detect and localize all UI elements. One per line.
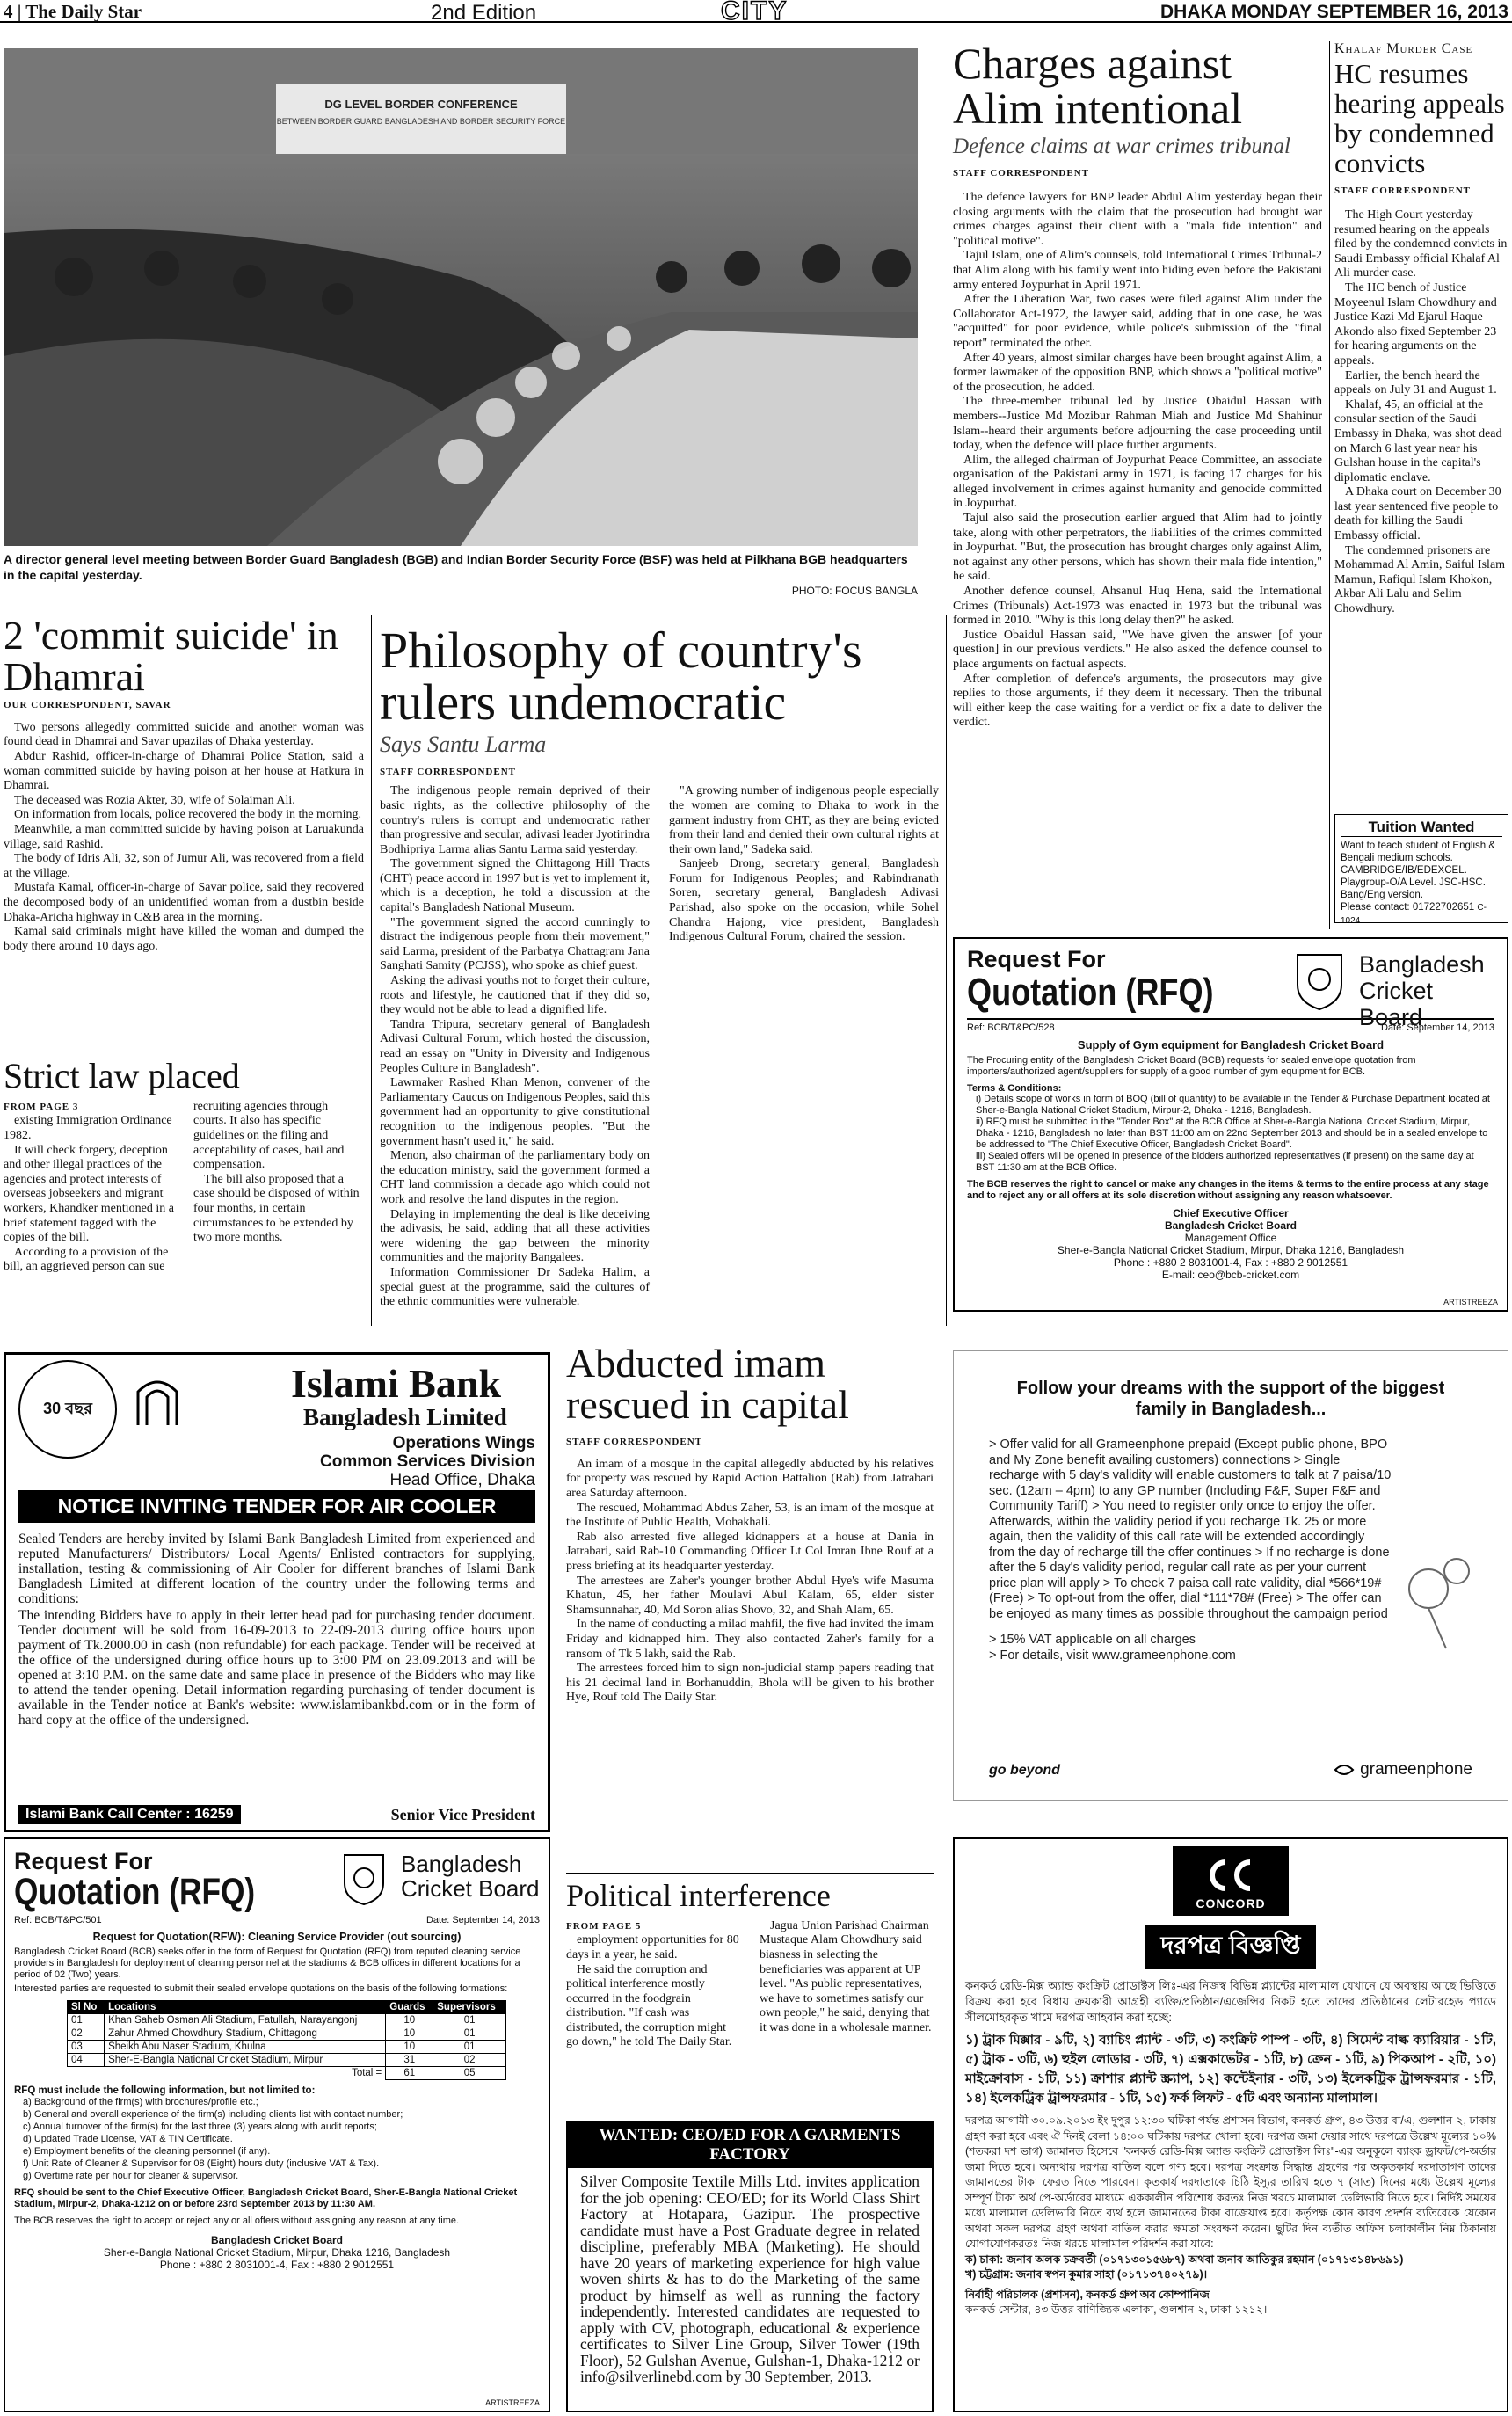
- rfq1-quotation: Quotation (RFQ): [967, 971, 1214, 1014]
- anniversary-seal-icon: 30 বছর: [18, 1360, 117, 1459]
- concord-logo-icon: [1204, 1859, 1257, 1892]
- garments-title: WANTED: CEO/ED FOR A GARMENTS FACTORY: [568, 2122, 932, 2168]
- rfq2-org: Bangladesh Cricket Board: [401, 1851, 540, 1902]
- rfq1-date: Date: September 14, 2013: [1380, 1022, 1494, 1033]
- islami-division: Operations Wings Common Services Division Head Office, Dhaka: [320, 1434, 535, 1489]
- rfq2-quotation: Quotation (RFQ): [14, 1871, 256, 1913]
- islami-name: Islami Bank: [291, 1361, 502, 1406]
- islami-body2: The intending Bidders have to apply in their letter head pad for purchasing tender document. Tender document will be sold from 16-09-2013 to 22-09-2013 during office hours upon payment of Tk.2000.00 in cash (non refundable) for each package. Tender will be received at the office of the undersigned during office hours up to 3:00 PM on 23.09.2013 and will be opened at 3:10 P.M. on the same date and same place in presence of the Bidders who may like to attend the tender opening. Detail information regarding purchasing of tender document is available in the Tender notice at Bank's website: www.islamibankbd.com or in the form of hard copy at the office of the undersigned.: [18, 1608, 535, 1728]
- concord-logo: CONCORD: [1173, 1846, 1288, 1916]
- rfq1-request: Request For: [967, 946, 1106, 972]
- tuition-contact: Please contact: 01722702651 C-1024: [1341, 902, 1487, 923]
- alim-story: [953, 41, 1322, 731]
- concord-contact2: খ) চট্টগ্রাম: জনাব স্বপন কুমার সাহা (০১৭১৩৭৪০২৭৯)।: [965, 2267, 1208, 2281]
- rfq2-table: [67, 2000, 506, 2080]
- section-label: CITY: [721, 0, 789, 25]
- rfq1-agency: ARTISTREEZA: [1443, 1298, 1498, 1306]
- concord-contact1: ক) চাকা: জনাব অলক চক্রবর্তী (০১৭১৩০১৫৬৮৭) অথবা জনাব আতিকুর রহমান (০১৭১৩১৪৮৬৯১): [965, 2252, 1404, 2266]
- grameenphone-ad: [953, 1350, 1508, 1801]
- rfq1-signature: Chief Executive Officer Bangladesh Cricket Board Management Office Sher-e-Bangla National Cricket Stadium, Mirpur, Dhaka 1216, Bangladesh Phone : +880 2 8031001-4, Fax : +880 2 9012551 E-mail: ceo@bcb-cricket.com: [1057, 1207, 1405, 1281]
- rfq2-items: a) Background of the firm(s) with brochures/profile etc.; b) General and overall experience of the firm(s) including clients list with contact number; c) Annual turnover of the firm(s) for the last three (3) years along with audit reports; d) Updated Trade License, VAT & TIN Certificate. e) Employment benefits of the cleaning personnel (if any). f) Unit Rate of Cleaner & Supervisor for 08 (Eight) hours duty (inclusive VAT & Tax). g) Overtime rate per hour for cleaner & supervisor.: [23, 2097, 403, 2181]
- gp-body: > Offer valid for all Grameenphone prepaid (Except public phone, BPO and My Zone benefit availing customers) connections > Single recharge with 5 day's validity will enable customers to talk at 7 paisa/10 sec. (12am – 4pm) to any GP number (Including F&F, Super F&F and Community Tariff) > You need to register only once to enjoy the offer. Afterwards, within the validity period if you recharge Tk. 25 or more again, then the validity of this call rate will be extended accordingly from the day of recharge till the offer continues > If no recharge is done after the 5 day's validity period, regular call rate as per your current price plan will apply > To check 7 paisa call rate validity, dial *566*19# (Free) > To opt-out from the offer, dial *111*78# (Free) > The offer can be enjoyed as many times as possible throughout the campaign period > 15% VAT applicable on all charges > For details, visit www.grameenphone.com: [989, 1437, 1392, 1663]
- imam-headline: Abducted imam rescued in capital: [566, 1341, 849, 1427]
- table-row: 01 Khan Saheb Osman Ali Stadium, Fatullah, Narayangonj 10 01: [68, 2014, 506, 2027]
- alim-headline: Charges against Alim intentional: [953, 39, 1243, 133]
- column-rule: [946, 615, 947, 1326]
- philosophy-deck: Says Santu Larma: [380, 731, 547, 758]
- islami-bank-ad: [4, 1352, 550, 1832]
- photo-credit: PHOTO: FOCUS BANGLA: [791, 585, 918, 597]
- page-number: 4 | The Daily Star: [4, 1, 142, 22]
- strict-headline: Strict law placed: [4, 1056, 240, 1095]
- rfq2-agency: ARTISTREEZA: [485, 2398, 540, 2407]
- rfq2-must: RFQ must include the following information, but not limited to:: [14, 2085, 316, 2096]
- rfq-gym-ad: [953, 937, 1508, 1312]
- alim-byline: STAFF CORRESPONDENT: [953, 168, 1089, 178]
- strict-body: FROM PAGE 3 existing Immigration Ordinance 1982. It will check forgery, deception and other illegal practices of the agencies and protect interests of overseas jobseekers and migrant workers, Khandker mentioned in a brief statement tagged with the copies of the bill. According to a provision of the bill, an aggrieved person can sue recruiting agencies through courts. It also has specific guidelines on the filing and acceptability of cases, bail and compensation. The bill also proposed that a case should be disposed of within four months, in certain circumstances to be extended by two more months.: [4, 1099, 360, 1274]
- column-rule: [371, 615, 372, 1326]
- gp-headline: Follow your dreams with the support of the biggest family in Bangladesh...: [1016, 1379, 1445, 1419]
- bcb-logo-icon: [341, 1850, 387, 1906]
- garments-job-ad: [566, 2121, 934, 2412]
- rfq2-signature: Bangladesh Cricket Board Sher-e-Bangla National Cricket Stadium, Mirpur, Dhaka 1216, Bangladesh Phone : +880 2 8031001-4, Fax : +880 2 9012551: [103, 2234, 451, 2271]
- gp-brand: grameenphone: [1334, 1759, 1472, 1780]
- alim-body: The defence lawyers for BNP leader Abdul Alim yesterday began their closing arguments with the claim that the prosecution had brought war crimes charges against their client with a "mala fide intention" and "political motive". Tajul Islam, one of Alim's counsels, told International Crimes Tribunal-2 that Alim along with his family went into hiding even before the Pakistani army entered Joypurhat in April 1971. After the Liberation War, two cases were filed against Alim under the Collaborator Act-1972, the lawyer said, adding that in one case, he was "acquitted" for poor evidence, while police's submission of the "final report" terminated the other. After 40 years, almost similar charges have been brought against Alim, a former lawmaker of the opposition BNP, which shows a "political motive" of the prosecution, he added. The three-member tribunal led by Justice Obaidul Hassan with members--Justice Md Mozibur Rahman Miah and Justice Md Shahinur Islam--heard their arguments before adjourning the case proceeding until today, when the defence will place further arguments. Alim, the alleged chairman of Joypurhat Peace Committee, an associate organisation of the Pakistani army in 1971, is facing 17 charges for his alleged involvement in crimes against humanity and genocide committed in Joypurhat. Tajul also said the prosecution earlier argued that Alim had to jointly take, along with other perpetrators, the liabilities of the crimes committed in Joypurhat. "But, the prosecution has brought charges only against Alim, not against any other persons, which has shown their mala fide intention," he said. Another defence counsel, Ahsanul Huq Hena, said the International Crimes (Tribunals) Act-1973 was enacted in 1973 but the tribunal was formed in 2010. "Why is this long delay then?" he asked. Justice Obaidul Hassan said, "We have given the answer [of your question] in our previous verdicts." He also asked the defence counsel to place arguments on factual aspects. After completion of defence's arguments, the prosecutors may give replies to those arguments, if they deem it necessary. Then the tribunal will either keep the case waiting for a verdict or fix a date to deliver the verdict.: [953, 191, 1322, 730]
- rfq2-intro2: Interested parties are requested to submit their sealed envelope quotations on the basis of the following formations:: [14, 1983, 508, 1994]
- imam-byline: STAFF CORRESPONDENT: [566, 1436, 702, 1447]
- rfq2-submit: RFQ should be sent to the Chief Executive Officer, Bangladesh Cricket Board, Sher-E-Bangla National Cricket Stadium, Mirpur-2, Dhaka-1212 on or before 23rd September 2013 by 11:30 AM.: [14, 2187, 518, 2209]
- political-headline: Political interference: [566, 1878, 831, 1913]
- rfq2-ref: Ref: BCB/T&PC/501: [14, 1915, 102, 1925]
- rfq-cleaning-ad: [4, 1837, 550, 2412]
- rfq1-terms-title: Terms & Conditions:: [967, 1083, 1062, 1094]
- hc-story: [1334, 41, 1508, 617]
- concord-footer2: কনকর্ড সেন্টার, ৪৩ উত্তর বাণিজ্যিক এলাকা, গুলশান-২, ঢাকা-১২১২।: [965, 2303, 1268, 2316]
- table-row: 04 Sher-E-Bangla National Cricket Stadium, Mirpur 31 02: [68, 2054, 506, 2067]
- rfq1-intro: The Procuring entity of the Bangladesh Cricket Board (BCB) requests for sealed envelope quotation from importers/authorized agent/suppliers for supply of a good number of gym equipment for BCB.: [967, 1055, 1416, 1077]
- concord-tender-ad: [953, 1837, 1508, 2412]
- philosophy-story: [380, 624, 939, 1310]
- tuition-title: Tuition Wanted: [1341, 819, 1502, 837]
- table-row: 02 Zahur Ahmed Chowdhury Stadium, Chittagong 10 01: [68, 2027, 506, 2041]
- news-photo: [4, 48, 918, 546]
- dhamrai-story: [4, 615, 364, 954]
- hc-headline: HC resumes hearing appeals by condemned convicts: [1334, 58, 1505, 178]
- rfq1-terms: i) Details scope of works in form of BOQ (bill of quantity) to be available in the Tender & Purchase Department located at Sher-e-Bangla National Cricket Stadium, Mirpur-2, Dhaka - 1216, Bangladesh. ii) RFQ must be submitted in the "Tender Box" at the BCB Office at Sher-e-Bangla National Cricket Stadium, Mirpur, Dhaka - 1216, Bangladesh no later than BST 11:00 am on 22nd September 2013 and should be in a sealed envelope to be addressed to "The Chief Executive Officer, Bangladesh Cricket Board". iii) Sealed offers will be opened in presence of the bidders authorized representatives (if present) on the same day at BST 11:30 am at the BCB Office.: [976, 1094, 1490, 1173]
- hc-body: The High Court yesterday resumed hearing on the appeals filed by the condemned convicts in Saudi Embassy official Khalaf Al Ali murder case. The HC bench of Justice Moyeenul Islam Chowdhury and Justice Kazi Md Ejarul Haque Akondo also fixed September 23 for hearing arguments on the appeals. Earlier, the bench heard the appeals on July 31 and August 1. Khalaf, 45, an official at the consular section of the Saudi Embassy in Dhaka, was shot dead on March 6 last year near his Gulshan house in the capital's diplomatic enclave. A Dhaka court on December 30 last year sentenced five people to death for killing the Saudi Embassy official. The condemned prisoners are Mohammad Al Amin, Saiful Islam Mamun, Rafiqul Islam Khokon, Akbar Ali Lalu and Selim Chowdhury.: [1334, 208, 1508, 616]
- concord-intro: কনকর্ড রেডি-মিক্স অ্যান্ড কংক্রিট প্রোডাক্টস লিঃ-এর নিজস্ব বিভিন্ন প্ল্যান্টের মালামাল যেখানে যে অবস্থায় আছে ভিত্তিতে বিক্রয় করা হবে বিধায় ক্রয়কারী আগ্রহী ব্যক্তি/প্রতিষ্ঠান/এজেন্সির নিকট হতে তাদের প্রতিষ্ঠানের লেটারহেড প্যাডে সীলমোহরকৃত খামে দরপত্র আহবান করা হচ্ছে:: [965, 1979, 1496, 2024]
- table-total-row: Total = 61 05: [68, 2067, 506, 2080]
- imam-body: An imam of a mosque in the capital allegedly abducted by his relatives for property was rescued by Rapid Action Battalion (Rab) from Jatrabari area Saturday afternoon. The rescued, Mohammad Abdus Zaher, 53, is an imam of the mosque at the Institute of Public Health, Mohakhali. Rab also arrested five alleged kidnappers at a house at Dania in Jatrabari, said Rab-10 Commanding Officer Lt Col Imran Ibne Rouf at a press briefing at its headquarter yesterday. The arrestees are Zaher's younger brother Abdul Hye's wife Masuma Khatun, 45, her father Moulavi Abul Kalam, 65, elder sister Shamsunnahar, 40, Md Soron alias Shovo, 32, and Shah Alam, 65. In the name of conducting a milad mahfil, the five had invited the imam Friday and kidnapped him. They also contacted Zaher's family for a ransom of Tk 5 lakh, said the Rab. The arrestees forced him to sign non-judicial stamp papers reading that his 21 decimal land in Borhanuddin, Bhola will be given to his brother Hye, Rouf told The Daily Star.: [566, 1457, 934, 1705]
- strict-story: [4, 1056, 364, 1275]
- garments-body: Silver Composite Textile Mills Ltd. invites application for the job opening: CEO/ED; for its World Class Shirt Factory at Hotapara, Gazipur. The prospective candidate must have a Post Graduate degree in related discipline, preferably MBA (Marketing). He should have 20 years of marketing experience for high value woven shirts & has to do the Marketing of the same product by himself as well as running the factory independently. Interested candidates are requested to apply with CV, photograph, educational & experience certificates to Silver Line Group, Silver Tower (19th Floor), 52 Gulshan Avenue, Gulshan-1, Dhaka-1212 or info@silverlinebd.com by 30 September, 2013.: [580, 2172, 920, 2385]
- balloon-illustration-icon: [1393, 1554, 1481, 1650]
- tuition-body: Want to teach student of English & Bengali medium schools. CAMBRIDGE/IB/EDEXCEL. Playgroup-O/A Level. JSC-HSC. Bang/Eng version.: [1341, 841, 1496, 900]
- islami-signature: Senior Vice President: [390, 1805, 535, 1823]
- grameenphone-logo-icon: [1334, 1759, 1355, 1780]
- conference-photo: [4, 48, 918, 546]
- political-story: [566, 1880, 934, 2050]
- photo-caption: [4, 551, 918, 599]
- alim-deck: Defence claims at war crimes tribunal: [953, 135, 1290, 158]
- column-rule: [1329, 41, 1330, 929]
- concord-footer: নির্বাহী পরিচালক (প্রশাসন), কনকর্ড গ্রুপ অব কোম্পানিজ: [965, 2288, 1210, 2301]
- imam-story: [566, 1343, 934, 1706]
- islami-body: Sealed Tenders are hereby invited by Islami Bank Bangladesh Limited from experienced and reputed Manufacturers/ Distributors/ Local Agents/ Enlisted contractors for supplying, installation, testing & commissioning of Air Cooler for different branches of Islami Bank Bangladesh Limited at different location of the country under the following terms and conditions:: [18, 1532, 535, 1606]
- rfq2-request: Request For: [14, 1848, 153, 1874]
- islami-call-center: Islami Bank Call Center : 16259: [18, 1805, 241, 1824]
- islami-sub: Bangladesh Limited: [303, 1404, 507, 1430]
- philosophy-byline: STAFF CORRESPONDENT: [380, 767, 516, 778]
- philosophy-headline: Philosophy of country's rulers undemocratic: [380, 622, 862, 731]
- philosophy-body: The indigenous people remain deprived of their basic rights, as the collective philosophy of the country's rulers is corrupt and undemocratic rather than progressive and secular, adivasi leader Jyotirindra Bodhipriya Larma alias Santu Larma said yesterday. The government signed the Chittagong Hill Tracts (CHT) peace accord in 1997 but is yet to implement it, which is a deception, he told a discussion at the capital's Bangladesh National Museum. "The government signed the accord cunningly to distract the indigenous people from their movement," said Larma, president of the Parbatya Chattagram Jana Sanghati Samity (PCJSS), who spoke as chief guest. Asking the adivasi youths not to forget their culture, roots and lifestyle, he cautioned that if they did so, they would not be able to lead a dignified life. Tandra Tripura, secretary general of Bangladesh Adivasi Cultural Forum, which hosted the discussion, read an essay on "Unity in Diversity and Indigenous Peoples Culture in Bangladesh". Lawmaker Rashed Khan Menon, convener of the Parliamentary Caucus on Indigenous Peoples, said this government had an opportunity to give constitutional recognition to the indigenous peoples. "But the government hasn't used it," he said. Menon, also chairman of the parliamentary body on the education ministry, said the government formed a CHT land commission a decade ago which could not work and resolve the land disputes in the region. Delaying in implementing the deal is like deceiving the adivasis, he said, adding that all these activities were widening the gap between the minority communities and the majority Bangalees. Information Commissioner Dr Sadeka Halim, a special guest at the programme, said the cultures of the ethnic communities were vulnerable. "A growing number of indigenous people especially the women are coming to Dhaka to work in the garment industry from CHT, as they are being evicted from their land and denied their own cultural rights at their own land," Sadeka said. Sanjeeb Drong, secretary general, Bangladesh Forum for Indigenous Peoples; and Rabindranath Soren, secretary general, Bangladesh Adivasi Parishad, also spoke on the occasion, while Sohel Chandra Hajong, vice president, Bangladesh Indigenous Cultural Forum, chaired the session.: [380, 784, 939, 1309]
- concord-body: দরপত্র আগামী ৩০.০৯.২০১৩ ইং দুপুর ১২:৩০ ঘটিকা পর্যন্ত প্রশাসন বিভাগ, কনকর্ড গ্রুপ, ৪৩ উত্তর বা/এ, গুলশান-২, ঢাকায় গ্রহণ করা হবে এবং ঐ দিনই বেলা ১৪:০০ ঘটিকায় দরপত্র খোলা হবে। দরপত্র জমা দেয়ার সাথে দরপত্রে উল্লেখ মূল্যের ১০% (শতকরা দশ ভাগ) জামানত হিসেবে "কনকর্ড রেডি-মিক্স অ্যান্ড কংক্রিট প্রোডাক্টস লিঃ"-এর অনুকূলে ব্যাংক ড্রাফট/পে-অর্ডার জমা দিতে হবে। অন্যথায় দরপত্র বাতিল বলে গণ্য হবে। দরপত্র সংক্রান্ত সিদ্ধান্ত গ্রহণের পর অকৃতকার্য দরদাতাগণ তাদের জামানতের টাকা ফেরত নিতে পারবেন। কৃতকার্য দরদাতাকে চিঠি ইস্যুর তারিখ হতে ৭ (সাত) দিনের মধ্যে উল্লেখ মূল্যের সম্পূর্ণ টাকা অর্থ পে-অর্ডারের মাধ্যমে এককালীন পরিশোধ করতঃ নিজ খরচে মালামাল ডেলিভারি নিতে হবে। নির্দিষ্ট সময়ের মধ্যে মালামাল ডেলিভারি নিতে ব্যর্থ হলে জামানতের টাকা বাজেয়াপ্ত হবে। কর্তৃপক্ষ কোন কারণ প্রদর্শন ব্যতিরেকে যেকোন অথবা সকল দরপত্র গ্রহণ অথবা বাতিল করার ক্ষমতা সংরক্ষণ করেন। ছুটির দিন ব্যতীত অফিস চলাকালীন নিম্ন ঠিকানায় যোগাযোগকরতঃ নিজ খরচে মালামাল পরিদর্শন করা যাবে:: [965, 2114, 1496, 2250]
- photo-banner-sub: BETWEEN BORDER GUARD BANGLADESH AND BORDER SECURITY FORCE: [276, 117, 566, 126]
- gp-slogan: go beyond: [989, 1763, 1060, 1778]
- rfq2-reserve: The BCB reserves the right to accept or reject any or all offers without assigning any reason at any time.: [14, 2216, 460, 2226]
- table-header-row: Sl No Locations Guards Supervisors: [68, 2001, 506, 2014]
- hc-byline: STAFF CORRESPONDENT: [1334, 186, 1471, 196]
- tuition-ad: [1334, 814, 1508, 923]
- rfq1-ref: Ref: BCB/T&PC/528: [967, 1022, 1055, 1033]
- rfq2-subject: Request for Quotation(RFW): Cleaning Service Provider (out sourcing): [92, 1931, 462, 1943]
- islami-bank-logo-icon: [133, 1372, 182, 1429]
- political-body: FROM PAGE 5 employment opportunities for 80 days in a year, he said. He said the corruption and political interference mostly occurred in the foodgrain distribution. "If cash was distributed, the corruption might go down," he told The Daily Star. Jagua Union Parishad Chairman Mustaque Alam Chowdhury said biasness in selecting the beneficiaries was apparent at UP level. "As public representatives, we have to sometimes satisfy our own people," he said, denying that it was done in a wholesale manner.: [566, 1918, 932, 2049]
- dateline: DHAKA MONDAY SEPTEMBER 16, 2013: [1159, 2, 1508, 22]
- bcb-logo-icon: [1294, 950, 1345, 1011]
- rfq1-reserve: The BCB reserves the right to cancel or make any changes in the items & terms to the entire process at any stage and to reject any or all offers at its sole discretion without assigning any reason whatsoever.: [967, 1179, 1489, 1201]
- caption-text: A director general level meeting between Border Guard Bangladesh (BGB) and Indian Border Security Force (BSF) was held at Pilkhana BGB headquarters in the capital yesterday.: [4, 552, 908, 582]
- hc-kicker: Khalaf Murder Case: [1334, 41, 1473, 56]
- rfq1-subject: Supply of Gym equipment for Bangladesh Cricket Board: [1077, 1038, 1385, 1052]
- divider: [566, 1873, 934, 1874]
- concord-title: দরপত্র বিজ্ঞপ্তি: [1145, 1925, 1317, 1969]
- islami-notice-title: NOTICE INVITING TENDER FOR AIR COOLER: [18, 1490, 535, 1523]
- dhamrai-byline: OUR CORRESPONDENT, SAVAR: [4, 699, 171, 710]
- table-row: 03 Sheikh Abu Naser Stadium, Khulna 10 01: [68, 2041, 506, 2054]
- dhamrai-body: Two persons allegedly committed suicide and another woman was found dead in Dhamrai and Savar upazilas of Dhaka yesterday. Abdur Rashid, officer-in-charge of Dhamrai Police Station, said a woman committed suicide by having poison at her house at Hatkura in Dhamrai. The deceased was Rozia Akter, 30, wife of Solaiman Ali. On information from locals, police recovered the body in the morning. Meanwhile, a man committed suicide by having poison at Laruakunda village, said Rashid. The body of Idris Ali, 32, son of Jumur Ali, was recovered from a field at the village. Mustafa Kamal, officer-in-charge of Savar police, said they recovered the decomposed body of an unidentified woman from a dustbin beside Dhaka-Aricha highway in C&B area in the morning. Kamal said criminals might have killed the woman and dumped the body there around 10 days ago.: [4, 720, 364, 953]
- rfq2-intro: Bangladesh Cricket Board (BCB) seeks offer in the form of Request for Quotation (RFQ) from reputed cleaning service providers in Bangladesh for deployment of cleaning personnel at the stadiums & BCB offices in different locations for a period of 02 (Two) years.: [14, 1947, 521, 1980]
- page-header: [0, 0, 1512, 23]
- rfq1-org: Bangladesh Cricket Board: [1359, 951, 1485, 1030]
- dhamrai-headline: 2 'commit suicide' in Dhamrai: [4, 613, 338, 699]
- photo-banner: DG LEVEL BORDER CONFERENCE: [324, 98, 518, 111]
- concord-items: ১) ট্রাক মিক্সার - ৯টি, ২) ব্যাচিং প্ল্যান্ট - ৩টি, ৩) কংক্রিট পাম্প - ৩টি, ৪) সিমেন্ট বাল্ক ক্যারিয়ার - ১টি, ৫) ট্রাক - ৩টি, ৬) হুইল লোডার - ৩টি, ৭) এক্সকাভেটর - ১টি, ৮) ক্রেন - ১টি, ৯) পিকআপ - ২টি, ১০) মাইক্রোবাস - ১টি, ১১) ক্রাশার প্ল্যান্ট স্ক্র্যাপ, ১২) কন্টেইনার - ৩টি, ১৩) ইলেকট্রিক ট্রান্সফরমার - ১টি, ১৪) ইলেকট্রিক ট্রান্সফরমার - ১টি, ১৫) ফর্ক লিফট - ৫টি এবং অন্যান্য মালামাল।: [965, 2033, 1496, 2106]
- rfq2-date: Date: September 14, 2013: [425, 1915, 540, 1925]
- edition-label: 2nd Edition: [431, 1, 537, 25]
